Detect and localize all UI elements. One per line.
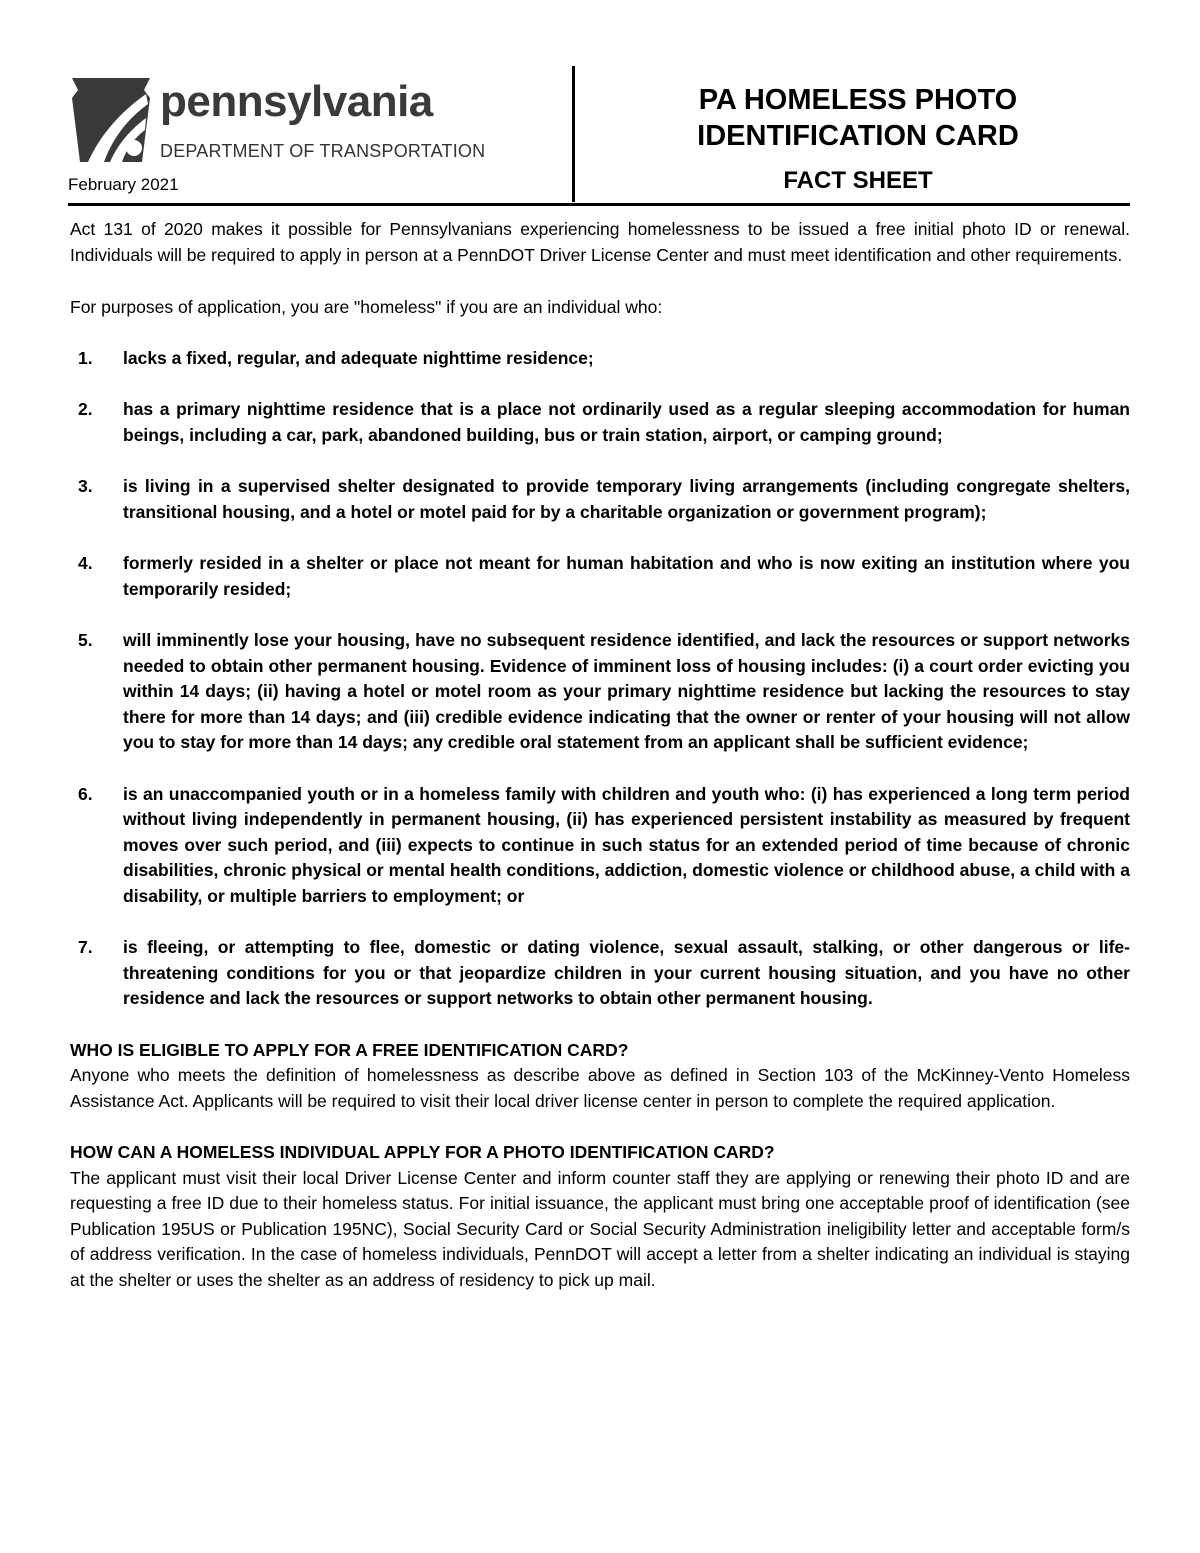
homeless-criteria-list [70, 346, 1130, 1012]
logo-wordmark: pennsylvania [160, 77, 433, 126]
list-item [70, 474, 1130, 525]
section-body: Anyone who meets the definition of homelessness as describe above as defined in Section 103 of the McKinney-Vento Homeless Assistance Act. Applicants will be required to visit their local driver license center in person to complete the required application. [70, 1065, 1130, 1111]
header-divider [572, 66, 575, 202]
document-header [68, 60, 1130, 205]
document-date: February 2021 [68, 175, 179, 194]
list-number: 1. [78, 347, 93, 368]
application-section [70, 1140, 1130, 1293]
list-item [70, 935, 1130, 1012]
document-title [628, 82, 1088, 195]
list-number: 6. [78, 783, 93, 804]
list-item-text: is living in a supervised shelter designated to provide temporary living arrangements (including congregate shelters, transitional housing, and a hotel or motel paid for by a charitable organization or government program); [123, 476, 1130, 522]
header-rule [68, 203, 1130, 206]
logo-subtitle: DEPARTMENT OF TRANSPORTATION [160, 141, 486, 161]
list-number: 2. [78, 399, 93, 419]
list-item-text: is fleeing, or attempting to flee, domestic or dating violence, sexual assault, stalking, or other dangerous or life-threatening conditions for you or that jeopardize children in your current housing situation, and you have no other residence and lack the resources or support networks to obtain other permanent housing. [123, 937, 1130, 1008]
title-line-1: PA HOMELESS PHOTO [698, 84, 1018, 116]
list-number: 3. [78, 476, 93, 496]
list-item [70, 782, 1130, 910]
list-item [70, 346, 1130, 372]
list-item [70, 551, 1130, 602]
section-body: The applicant must visit their local Driver License Center and inform counter staff they are applying or renewing their photo ID and are requesting a free ID due to their homeless status. For initial issuance, the applicant must bring one acceptable proof of identification (see Publication 195US or Publication 195NC), Social Security Card or Social Security Administration ineligibility letter and acceptable form/s of address verification. In the case of homeless individuals, PennDOT will accept a letter from a shelter indicating an individual is staying at the shelter or uses the shelter as an address of residency to pick up mail. [70, 1167, 1130, 1290]
penndot-logo [68, 74, 488, 170]
section-heading: HOW CAN A HOMELESS INDIVIDUAL APPLY FOR A PHOTO IDENTIFICATION CARD? [70, 1142, 775, 1162]
title-line-3: FACT SHEET [783, 167, 933, 194]
list-item [70, 397, 1130, 448]
list-item-text: lacks a fixed, regular, and adequate nighttime residence; [123, 347, 594, 368]
intro-paragraph: Act 131 of 2020 makes it possible for Pennsylvanians experiencing homelessness to be issued a free initial photo ID or renewal. Individuals will be required to apply in person at a PennDOT Driver License Center and must meet identification and other requirements. [70, 219, 1130, 265]
list-number: 7. [78, 937, 93, 957]
title-line-2: IDENTIFICATION CARD [697, 120, 1019, 152]
keystone-road-icon [68, 74, 154, 164]
list-item-text: is an unaccompanied youth or in a homeless family with children and youth who: (i) has experienced a long term period without living independently in permanent housing, (ii) has experienced persistent instability as measured by frequent moves over such period, and (iii) expects to continue in such status for an extended period of time because of chronic disabilities, chronic physical or mental health conditions, addiction, domestic violence or childhood abuse, a child with a disability, or multiple barriers to employment; or [123, 783, 1130, 906]
section-heading: WHO IS ELIGIBLE TO APPLY FOR A FREE IDENTIFICATION CARD? [70, 1039, 629, 1060]
list-item [70, 628, 1130, 756]
list-number: 4. [78, 553, 93, 573]
list-item-text: will imminently lose your housing, have no subsequent residence identified, and lack the resources or support networks needed to obtain other permanent housing. Evidence of imminent loss of housing includes: (i) a court order evicting you within 14 days; (ii) having a hotel or motel room as your primary nighttime residence but lacking the resources to stay there for more than 14 days; and (iii) credible evidence indicating that the owner or renter of your housing will not allow you to stay for more than 14 days; any credible oral statement from an applicant shall be sufficient evidence; [123, 630, 1130, 752]
definition-lead: For purposes of application, you are "homeless" if you are an individual who: [70, 297, 663, 317]
document-body [70, 217, 1130, 1293]
list-number: 5. [78, 630, 93, 650]
list-item-text: has a primary nighttime residence that is a place not ordinarily used as a regular sleeping accommodation for human beings, including a car, park, abandoned building, bus or train station, airport, or camping ground; [123, 399, 1130, 445]
eligibility-section [70, 1038, 1130, 1115]
list-item-text: formerly resided in a shelter or place not meant for human habitation and who is now exiting an institution where you temporarily resided; [123, 553, 1130, 599]
